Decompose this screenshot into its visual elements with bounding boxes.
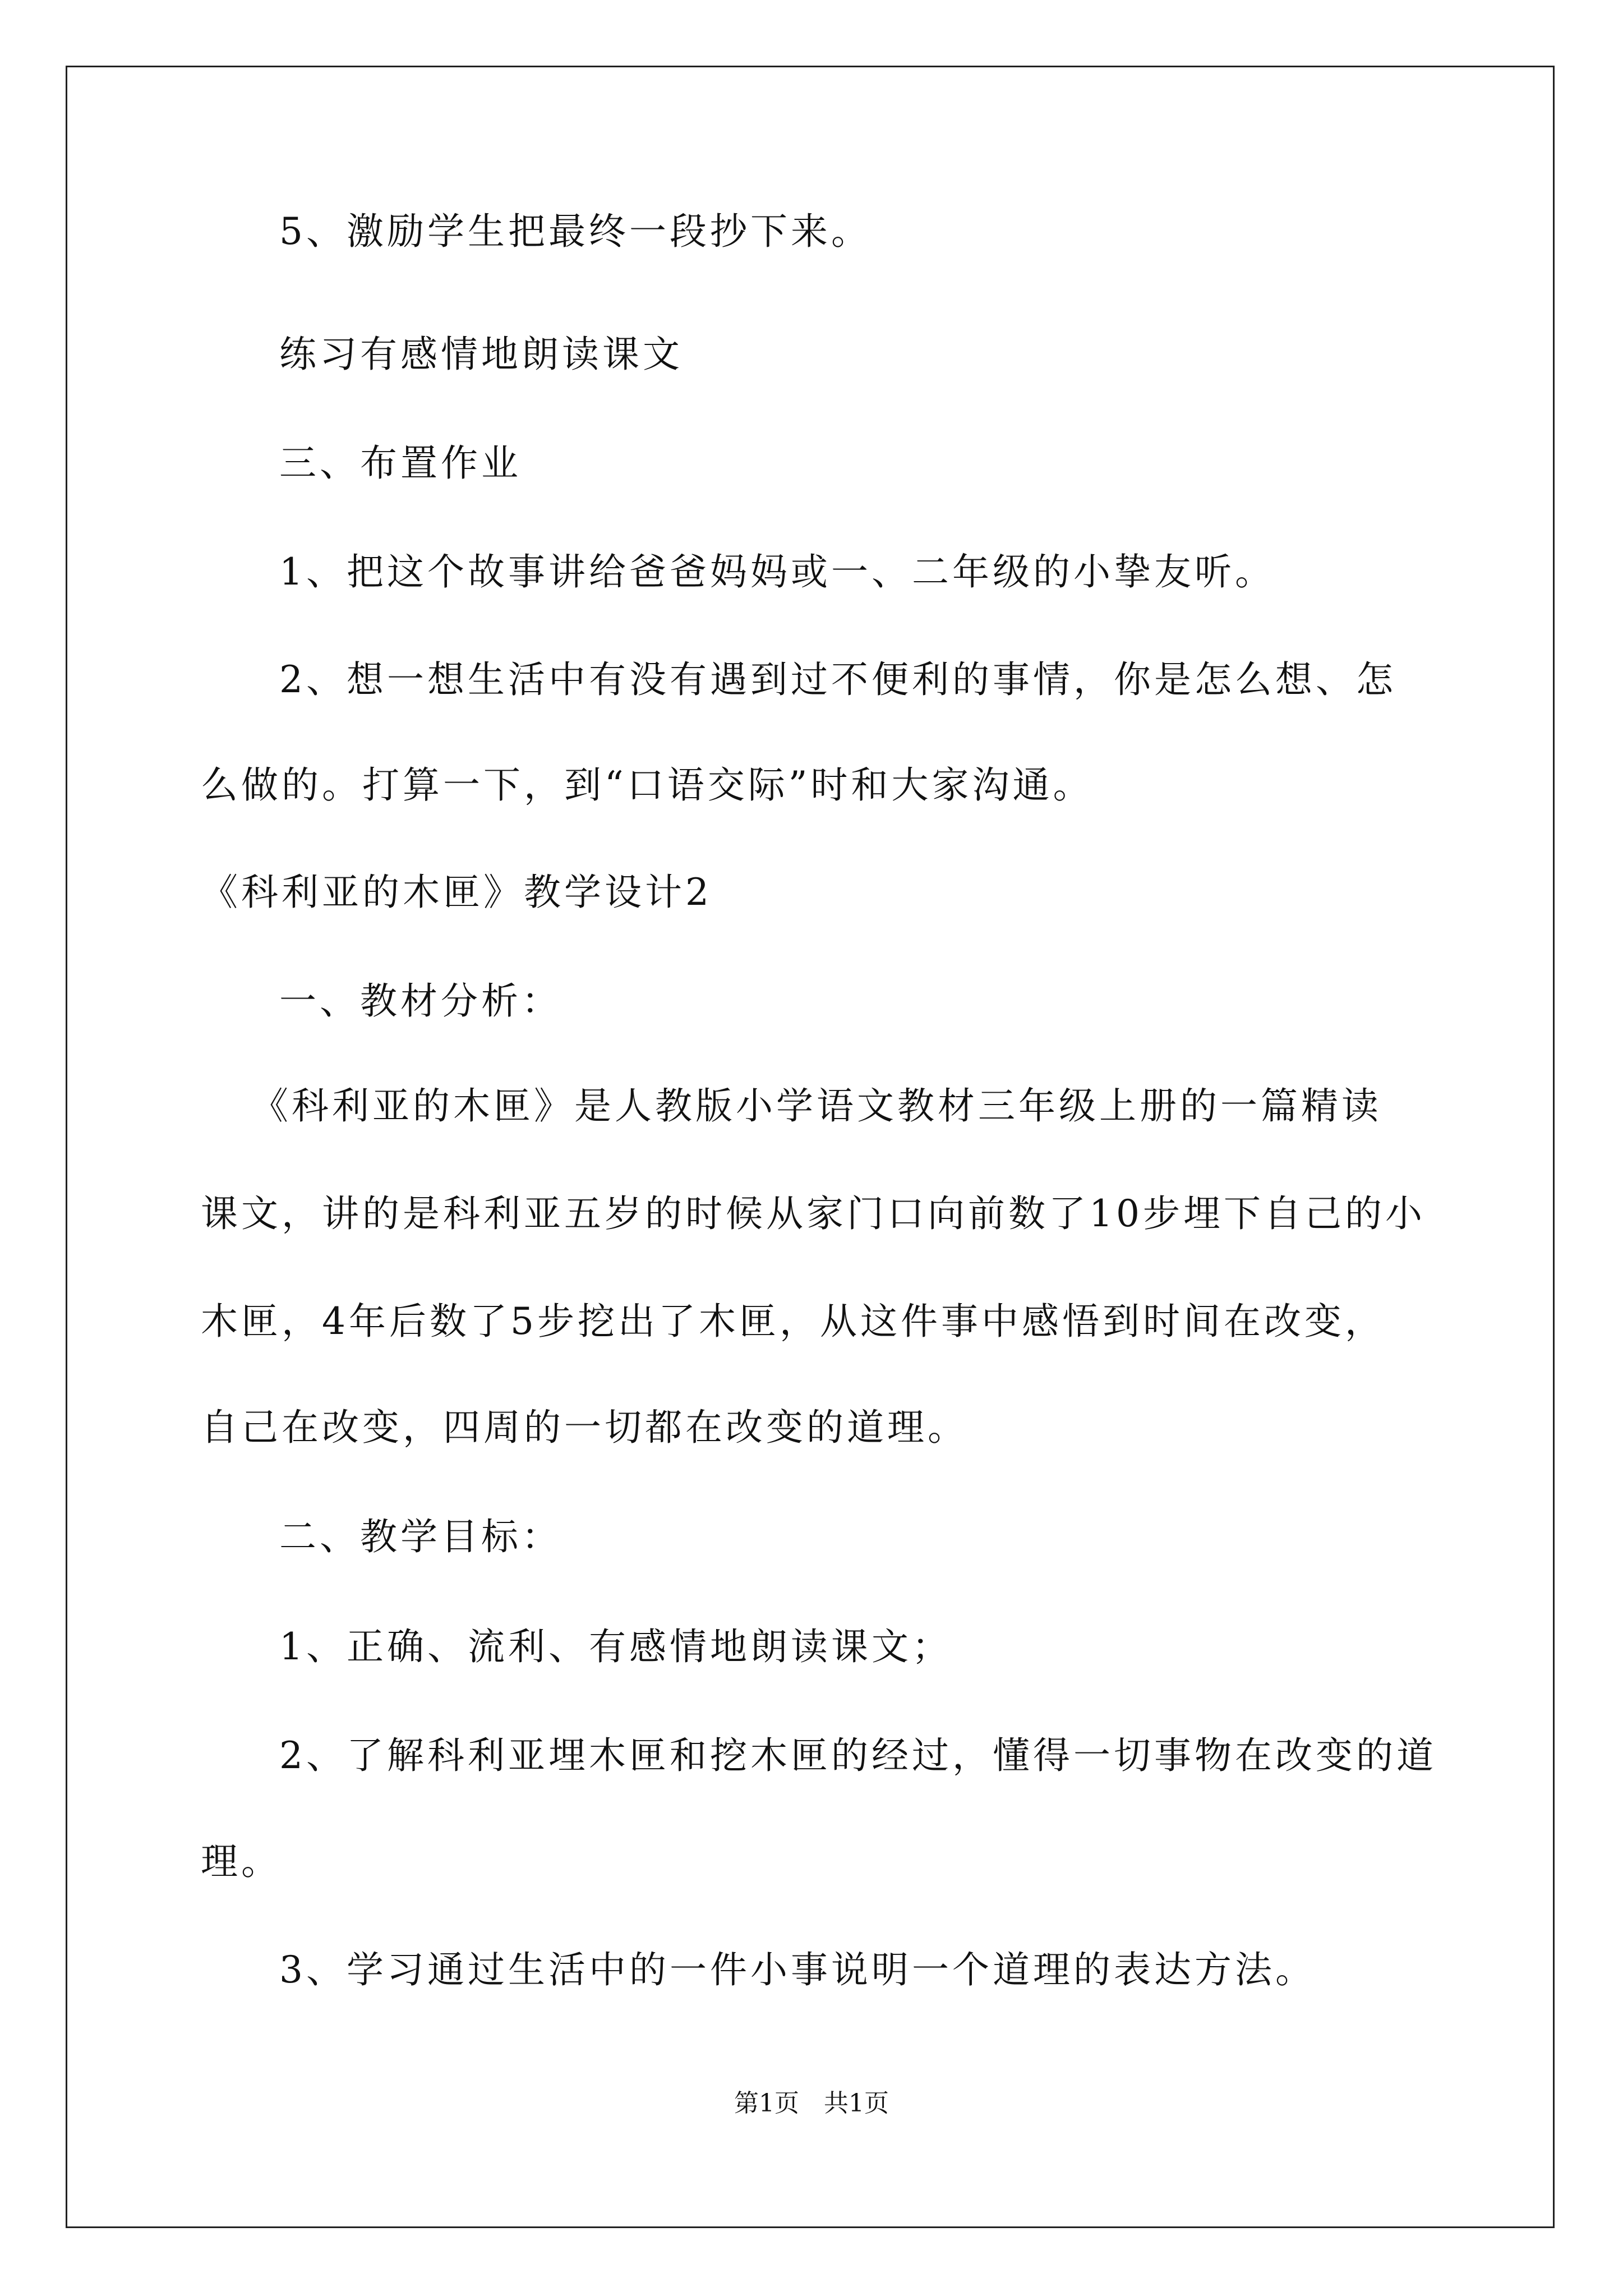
- text-line-5: 2、想一想生活中有没有遇到过不便利的事情，你是怎么想、怎: [279, 658, 1396, 701]
- text-line-10: 课文，讲的是科利亚五岁的时候从家门口向前数了10步埋下自己的小: [201, 1192, 1426, 1235]
- text-line-14: 1、正确、流利、有感情地朗读课文；: [279, 1625, 952, 1668]
- text-line-1: 5、激励学生把最终一段抄下来。: [279, 210, 872, 253]
- text-line-3: 三、布置作业: [279, 441, 522, 485]
- text-line-11: 木匣，4年后数了5步挖出了木匣，从这件事中感悟到时间在改变，: [201, 1300, 1385, 1343]
- text-line-13: 二、教学目标：: [279, 1515, 562, 1558]
- text-line-4: 1、把这个故事讲给爸爸妈妈或一、二年级的小挚友听。: [279, 550, 1275, 593]
- text-line-15: 2、了解科利亚埋木匣和挖木匣的经过，懂得一切事物在改变的道: [279, 1734, 1437, 1777]
- text-line-8: 一、教材分析：: [279, 979, 562, 1023]
- page-footer: 第1页 共1页: [734, 2089, 889, 2118]
- text-line-2: 练习有感情地朗读课文: [279, 333, 683, 376]
- text-line-16: 理。: [201, 1840, 282, 1883]
- page-border: [66, 66, 1555, 2228]
- text-line-9: 《科利亚的木匣》是人教版小学语文教材三年级上册的一篇精读: [251, 1084, 1382, 1128]
- text-line-12: 自己在改变，四周的一切都在改变的道理。: [201, 1406, 968, 1449]
- text-line-6: 么做的。打算一下，到“口语交际”时和大家沟通。: [201, 763, 1094, 807]
- section-heading: 《科利亚的木匣》教学设计2: [201, 871, 712, 914]
- text-line-17: 3、学习通过生活中的一件小事说明一个道理的表达方法。: [279, 1948, 1316, 1991]
